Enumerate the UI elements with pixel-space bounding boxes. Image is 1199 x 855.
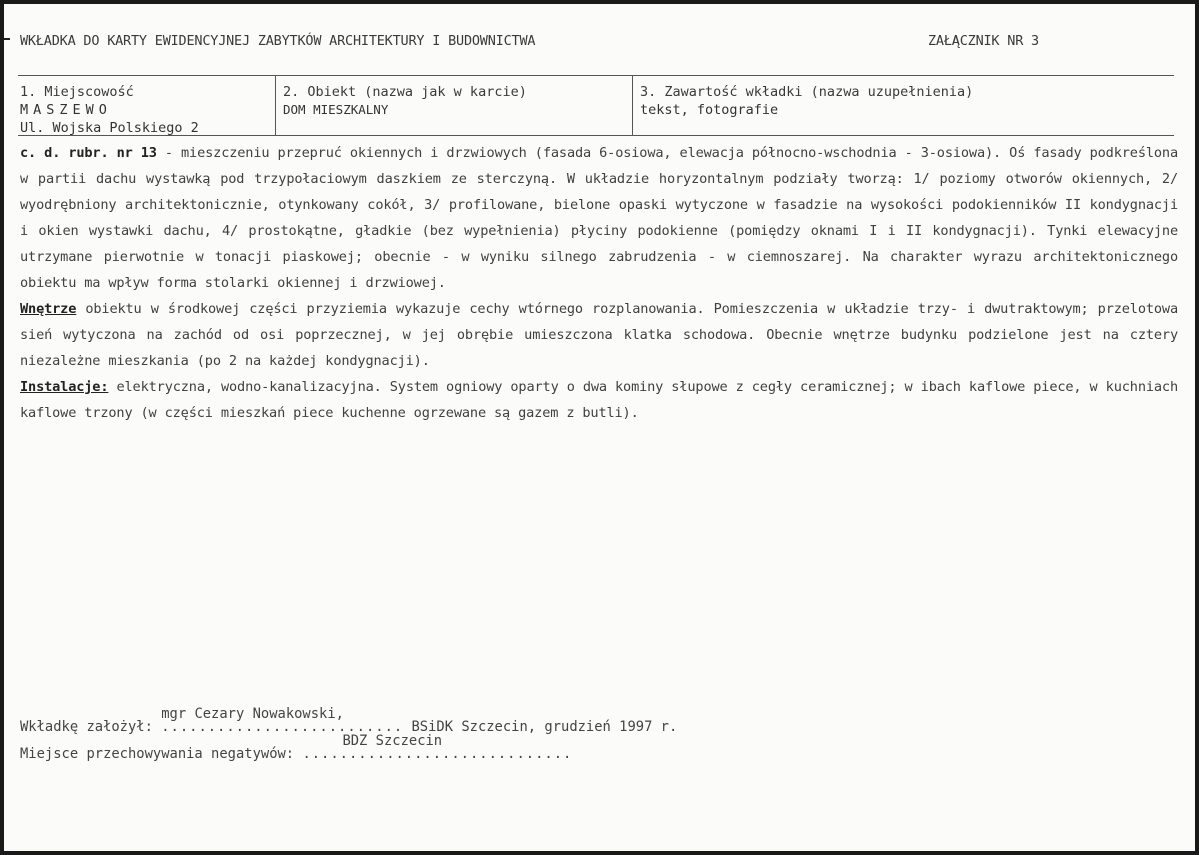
scan-tick-mark [4, 38, 10, 40]
author-name: mgr Cezary Nowakowski, [161, 706, 344, 722]
storage-label: Miejsce przechowywania negatywów: [20, 746, 295, 762]
column-divider-2 [632, 75, 633, 135]
attachment-number: ZAŁĄCZNIK NR 3 [928, 33, 1039, 49]
object-label: 2. Obiekt (nazwa jak w karcie) [283, 84, 527, 100]
scan-edge-bottom [0, 851, 1199, 855]
paragraph-interior [20, 296, 1178, 374]
storage-fill [302, 733, 573, 762]
paragraph-text: obiektu w środkowej części przyziemia wykazuje cechy wtórnego rozplanowania. Pomieszczenia w układzie trzy- i dwutraktowym; przelotowa sień wytyczona na zachód od osi poprzecznej, w jej obrębie umieszczona klatka schodowa. Obecnie wnętrze budynku podzielone jest na cztery niezależne mieszkania (po 2 na każdej kondygnacji). [20, 301, 1178, 369]
contents-label: 3. Zawartość wkładki (nazwa uzupełnienia) [640, 84, 974, 100]
document-title: WKŁADKA DO KARTY EWIDENCYJNEJ ZABYTKÓW ARCHITEKTURY I BUDOWNICTWA [20, 33, 536, 49]
header-rule-top [18, 75, 1174, 76]
object-value: DOM MIESZKALNY [283, 102, 389, 117]
section-heading-interior: Wnętrze [20, 301, 77, 317]
locality-label: 1. Miejscowość [20, 84, 134, 100]
scan-edge-left [0, 0, 4, 855]
locality-value: MASZEWO [20, 102, 112, 118]
paragraph-text: - mieszczeniu przepruć okiennych i drzwiowych (fasada 6-osiowa, elewacja północno-wschodnia - 3-osiowa). Oś fasady podkreślona w partii dachu wystawką pod trzypołaciowym daszkiem ze sterczyną. W układzie horyzontalnym podziały tworzą: 1/ poziomy otworów okiennych, 2/ wyodrębniony architektonicznie, otynkowany cokół, 3/ profilowane, bielone opaski wytyczone w fasadzie na wysokości podokienników II kondygnacji i okien wystawki dachu, 4/ prostokątne, gładkie (bez wypełnienia) płyciny podokienne (pomiędzy oknami I i II kondygnacji). Tynki elewacyjne utrzymane pierwotnie w tonacji piaskowej; obecnie - w wyniku silnego zabrudzenia - w ciemnoszarej. Na charakter wyrazu architektonicznego obiektu ma wpływ forma stolarki okiennej i drzwiowej. [20, 145, 1178, 291]
scan-edge-top [0, 0, 1199, 4]
author-label: Wkładkę założył: [20, 719, 153, 735]
address-value: Ul. Wojska Polskiego 2 [20, 120, 199, 136]
field-locality [20, 83, 199, 137]
field-contents [640, 83, 973, 119]
paragraph-text: elektryczna, wodno-kanalizacyjna. System ogniowy oparty o dwa kominy słupowe z cegły ceramicznej; w ibach kaflowe piece, w kuchniach kaflowe trzony (w części mieszkań piece kuchenne ogrzewane są gazem z butli). [20, 379, 1178, 421]
storage-dots: ............................. [302, 746, 573, 762]
description-text [20, 140, 1178, 426]
storage-value: BDZ Szczecin [342, 733, 443, 749]
contents-value: tekst, fotografie [640, 102, 779, 118]
author-institution-date: BSiDK Szczecin, grudzień 1997 r. [403, 719, 678, 735]
scan-edge-right [1195, 0, 1199, 855]
negative-storage-line [20, 733, 573, 762]
section-heading-rubric: c. d. rubr. nr 13 [20, 145, 157, 161]
section-heading-installations: Instalacje: [20, 379, 109, 395]
field-object [283, 83, 527, 119]
column-divider-1 [275, 75, 276, 135]
paragraph-installations [20, 374, 1178, 426]
author-dots: .......................... [161, 719, 404, 735]
paragraph-continuation [20, 140, 1178, 296]
